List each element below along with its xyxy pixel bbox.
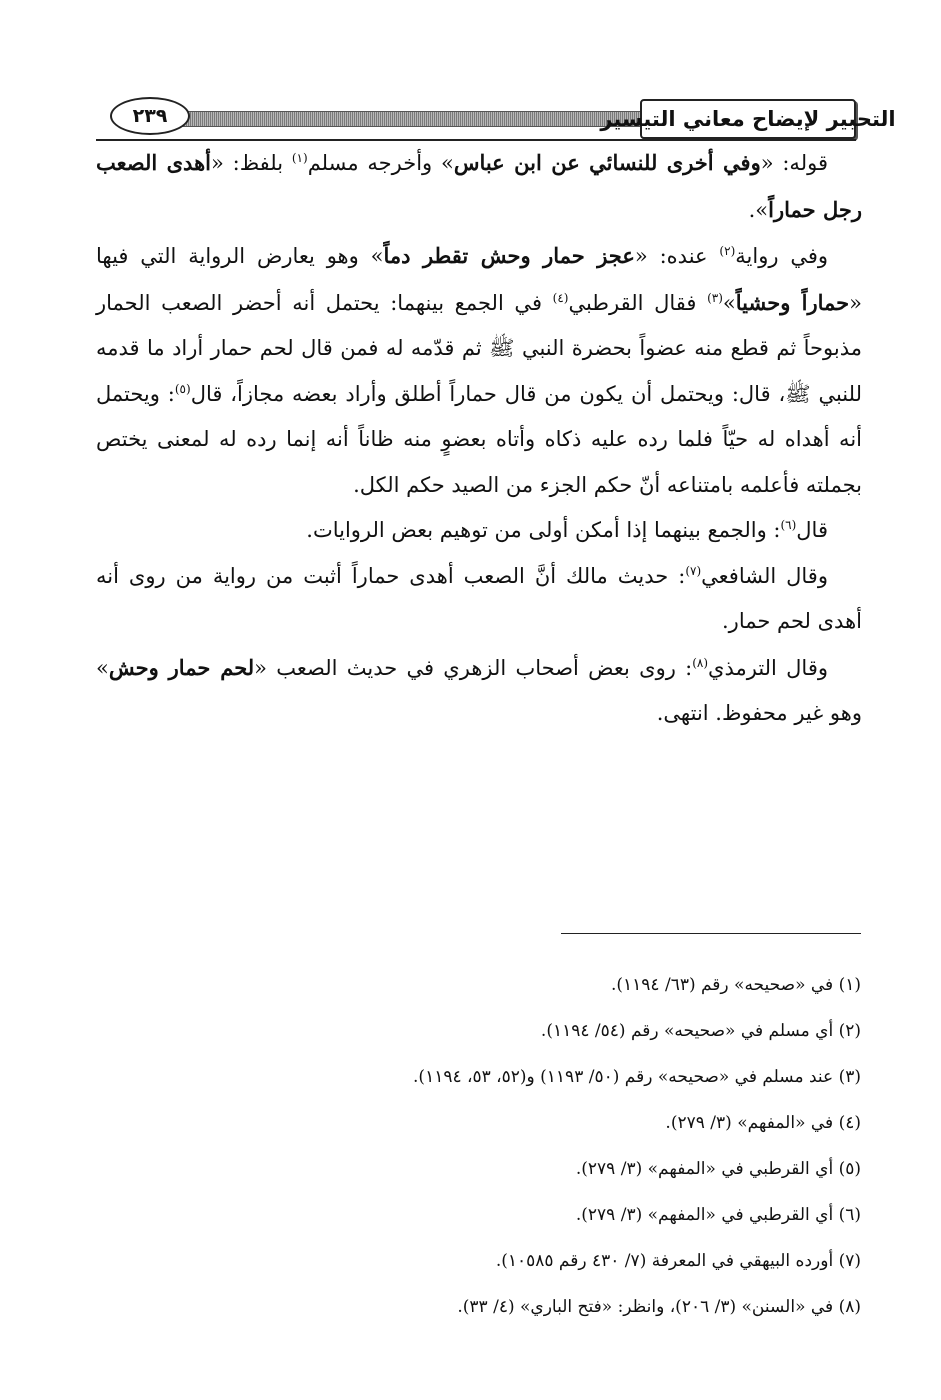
footnote-4: (٤) في «المفهم» (٣/ ٢٧٩). — [665, 1113, 861, 1133]
text-run: : ويحتمل أنه أهداه له حيّاً فلما رده عليه ذكاه وأتاه بعضوٍ منه ظاناً أنه إنما رده له لمعنى يختص بجملته فأعلمه بامتناعه أنّ حكم الجزء من الصيد حكم الكل. — [96, 381, 862, 497]
paragraph-4 — [96, 554, 862, 645]
footnote-ref-8: (٨) — [692, 655, 709, 670]
paragraph-1 — [96, 140, 862, 233]
text-run: فقال القرطبي — [568, 290, 708, 315]
footnote-ref-5: (٥) — [174, 381, 191, 396]
page-number: ٢٣٩ — [132, 105, 168, 127]
footnote-8: (٨) في «السنن» (٣/ ٢٠٦)، وانظر: «فتح الباري» (٤/ ٣٣). — [457, 1297, 861, 1317]
text-run: » وأخرجه مسلم — [307, 151, 454, 175]
header-title-frame — [600, 99, 896, 139]
footnote-ref-6: (٦) — [780, 518, 797, 532]
quoted-phrase: وفي أخرى للنسائي عن ابن عباس — [453, 150, 761, 175]
text-run: وفي رواية — [735, 244, 828, 268]
footnote-3: (٣) عند مسلم في «صحيحه» رقم (٥٠/ ١١٩٣) و(٥٢، ٥٣، ١١٩٤). — [413, 1067, 861, 1087]
text-run: » — [722, 290, 736, 315]
text-run: بلفظ: « — [211, 151, 292, 175]
footnote-5: (٥) أي القرطبي في «المفهم» (٣/ ٢٧٩). — [575, 1159, 861, 1179]
footnote-ref-3: (٣) — [707, 290, 723, 305]
text-run: ». — [748, 197, 769, 222]
footnote-6: (٦) أي القرطبي في «المفهم» (٣/ ٢٧٩). — [575, 1205, 861, 1225]
text-run: وقال الترمذي — [708, 655, 829, 680]
footnote-ref-2: (٢) — [719, 244, 736, 258]
footnote-2: (٢) أي مسلم في «صحيحه» رقم (٥٤/ ١١٩٤). — [540, 1021, 861, 1041]
text-run: في الجمع بينهما: يحتمل أنه أحضر الصعب الحمار مذبوحاً ثم قطع منه عضواً بحضرة النبي ﷺ ثم قدّمه له فمن قال لحم حمار أراد ما قدمه للنبي ﷺ، قال: ويحتمل أن يكون من قال حماراً أطلق وأراد بعضه مجازاً، قال — [96, 290, 862, 406]
quoted-phrase: أهدى الصعب رجل حماراً — [96, 150, 862, 222]
book-title: التحبير لإيضاح معاني التيسير — [600, 106, 896, 131]
footnote-7: (٧) أورده البيهقي في المعرفة (٧/ ٤٣٠ رقم ١٠٥٨٥). — [495, 1251, 861, 1271]
text-run: : والجمع بينهما إذا أمكن أولى من توهيم بعض الروايات. — [306, 518, 781, 542]
paragraph-5 — [96, 645, 862, 737]
text-run: » وهو غير محفوظ. انتهى. — [96, 655, 862, 725]
page-number-oval — [110, 97, 190, 135]
quoted-phrase: لحم حمار وحش — [108, 654, 255, 680]
main-text — [96, 140, 862, 737]
running-header — [96, 95, 896, 145]
paragraph-3 — [96, 508, 862, 554]
quoted-phrase: حماراً وحشياً — [735, 289, 850, 315]
footnote-1: (١) في «صحيحه» رقم (٦٣/ ١١٩٤). — [610, 975, 861, 995]
footnote-ref-1: (١) — [291, 151, 308, 165]
header-decorative-band — [156, 111, 646, 127]
text-run: عنده: « — [634, 244, 720, 268]
quoted-phrase: عجز حمار وحش تقطر دماً — [383, 243, 635, 268]
footnote-ref-7: (٧) — [685, 563, 702, 578]
text-run: : حديث مالك أنَّ الصعب أهدى حماراً أثبت من رواية من روى أنه أهدى لحم حمار. — [96, 563, 862, 633]
footnotes — [101, 962, 861, 1330]
text-run: قوله: « — [760, 151, 828, 175]
text-run: وقال الشافعي — [701, 563, 828, 588]
text-run: : روى بعض أصحاب الزهري في حديث الصعب « — [254, 655, 693, 680]
paragraph-2 — [96, 233, 862, 508]
footnote-separator — [561, 933, 861, 934]
text-run: » وهو يعارض الرواية التي فيها « — [96, 244, 862, 315]
text-run: قال — [796, 518, 828, 542]
footnote-ref-4: (٤) — [552, 290, 569, 305]
